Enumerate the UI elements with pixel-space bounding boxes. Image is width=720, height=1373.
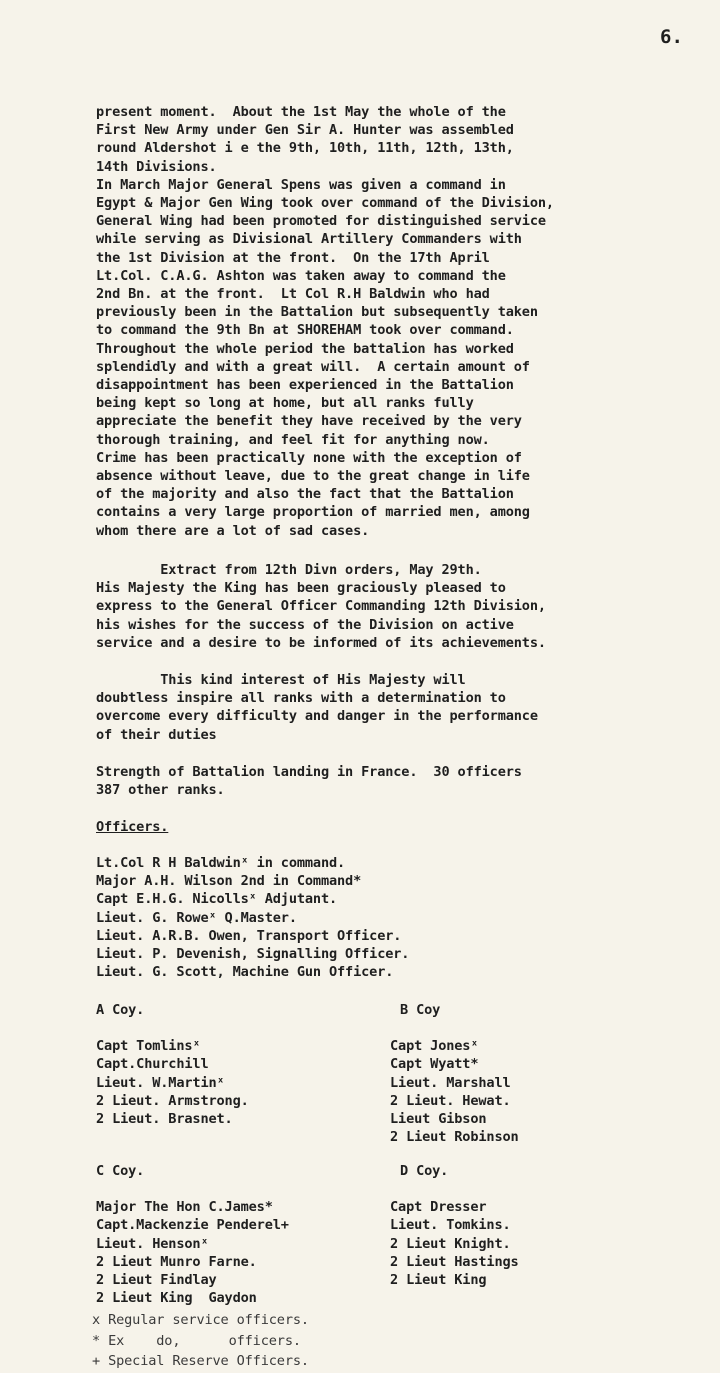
- text-line: being kept so long at home, but all ranks fully: [96, 395, 474, 412]
- text-line: present moment. About the 1st May the whole of the: [96, 104, 506, 120]
- company-member: 2 Lieut Munro Farne.: [96, 1253, 257, 1270]
- text-line: service and a desire to be informed of its achievements.: [96, 634, 546, 651]
- company-member: Capt.Mackenzie Penderel+: [96, 1217, 289, 1234]
- strength-paragraph: [96, 763, 522, 799]
- legend-line: x Regular service officers.: [92, 1312, 309, 1328]
- text-line: absence without leave, due to the great change in life: [96, 468, 530, 485]
- text-line: His Majesty the King has been graciously pleased to: [96, 580, 506, 597]
- company-member: Capt.Churchill: [96, 1056, 209, 1073]
- text-line: contains a very large proportion of married men, among: [96, 504, 530, 521]
- officer-line: Lieut. P. Devenish, Signalling Officer.: [96, 946, 410, 963]
- officers-heading: Officers.: [96, 819, 169, 835]
- company-member: Lieut. Marshall: [390, 1074, 511, 1091]
- company-member: Capt Tomlinsˣ: [96, 1038, 201, 1055]
- company-member: Major The Hon C.James*: [96, 1199, 273, 1216]
- text-line: while serving as Divisional Artillery Commanders with: [96, 231, 522, 248]
- text-line: his wishes for the success of the Division on active: [96, 616, 514, 633]
- text-line: 387 other ranks.: [96, 782, 225, 799]
- text-line: round Aldershot i e the 9th, 10th, 11th, 12th, 13th,: [96, 140, 514, 157]
- company-heading: B Coy: [400, 1002, 441, 1018]
- company-member: 2 Lieut King: [390, 1272, 487, 1289]
- text-line: Strength of Battalion landing in France. 30 officers: [96, 764, 522, 780]
- text-line: previously been in the Battalion but subsequently taken: [96, 304, 538, 321]
- text-line: General Wing had been promoted for distinguished service: [96, 213, 546, 230]
- officer-line: Lieut. G. Scott, Machine Gun Officer.: [96, 964, 394, 981]
- text-line: the 1st Division at the front. On the 17th April: [96, 249, 490, 266]
- company-a: [96, 1001, 249, 1128]
- text-line: 14th Divisions.: [96, 158, 217, 175]
- text-line: whom there are a lot of sad cases.: [96, 522, 370, 539]
- text-line: Extract from 12th Divn orders, May 29th.: [96, 562, 482, 578]
- company-member: 2 Lieut King Gaydon: [96, 1290, 257, 1307]
- text-line: First New Army under Gen Sir A. Hunter was assembled: [96, 122, 514, 139]
- officers-list: [96, 854, 409, 981]
- company-member: 2 Lieut. Armstrong.: [96, 1092, 249, 1109]
- text-line: Throughout the whole period the battalion has worked: [96, 340, 514, 357]
- company-heading: A Coy.: [96, 1002, 145, 1018]
- text-line: Crime has been practically none with the exception of: [96, 449, 522, 466]
- text-line: Egypt & Major Gen Wing took over command of the Division,: [96, 195, 554, 212]
- text-line: In March Major General Spens was given a command in: [96, 176, 506, 193]
- text-line: express to the General Officer Commanding 12th Division,: [96, 598, 546, 615]
- company-member: Capt Wyatt*: [390, 1056, 479, 1073]
- page-number: 6.: [660, 26, 683, 48]
- legend-line: * Ex do, officers.: [92, 1332, 301, 1349]
- company-b: [390, 1001, 519, 1146]
- text-line: of their duties: [96, 726, 217, 743]
- text-line: to command the 9th Bn at SHOREHAM took over command.: [96, 322, 514, 339]
- text-line: thorough training, and feel fit for anything now.: [96, 431, 490, 448]
- extract-paragraph: [96, 561, 546, 652]
- company-c: [96, 1162, 289, 1307]
- company-heading: C Coy.: [96, 1163, 145, 1179]
- company-member: 2 Lieut Hastings: [390, 1253, 519, 1270]
- officer-line: Major A.H. Wilson 2nd in Command*: [96, 873, 362, 890]
- company-member: Lieut. Hensonˣ: [96, 1235, 209, 1252]
- company-member: Capt Jonesˣ: [390, 1038, 479, 1055]
- company-member: Lieut Gibson: [390, 1111, 487, 1128]
- officer-line: Lieut. G. Roweˣ Q.Master.: [96, 909, 297, 926]
- company-d: [390, 1162, 519, 1289]
- company-member: 2 Lieut. Hewat.: [390, 1092, 511, 1109]
- text-line: doubtless inspire all ranks with a determination to: [96, 690, 506, 707]
- company-member: Lieut. W.Martinˣ: [96, 1074, 225, 1091]
- legend-line: + Special Reserve Officers.: [92, 1353, 309, 1369]
- officer-line: Capt E.H.G. Nicollsˣ Adjutant.: [96, 891, 338, 908]
- legend: [92, 1310, 309, 1372]
- company-member: 2 Lieut Findlay: [96, 1272, 217, 1289]
- text-line: Lt.Col. C.A.G. Ashton was taken away to command the: [96, 267, 506, 284]
- officer-line: Lt.Col R H Baldwinˣ in command.: [96, 855, 346, 871]
- narrative-paragraph: [96, 103, 554, 540]
- text-line: disappointment has been experienced in the Battalion: [96, 377, 514, 394]
- text-line: overcome every difficulty and danger in the performance: [96, 708, 538, 725]
- officer-line: Lieut. A.R.B. Owen, Transport Officer.: [96, 927, 402, 944]
- company-member: 2 Lieut Knight.: [390, 1235, 511, 1252]
- officers-heading-block: [96, 818, 168, 836]
- company-member: 2 Lieut Robinson: [390, 1129, 519, 1146]
- company-member: Lieut. Tomkins.: [390, 1217, 511, 1234]
- text-line: appreciate the benefit they have received by the very: [96, 413, 522, 430]
- interest-paragraph: [96, 671, 538, 744]
- company-member: Capt Dresser: [390, 1199, 487, 1216]
- text-line: This kind interest of His Majesty will: [96, 672, 466, 688]
- company-heading: D Coy.: [400, 1163, 449, 1179]
- text-line: splendidly and with a great will. A certain amount of: [96, 358, 530, 375]
- text-line: 2nd Bn. at the front. Lt Col R.H Baldwin who had: [96, 286, 490, 303]
- company-member: 2 Lieut. Brasnet.: [96, 1111, 233, 1128]
- text-line: of the majority and also the fact that the Battalion: [96, 486, 514, 503]
